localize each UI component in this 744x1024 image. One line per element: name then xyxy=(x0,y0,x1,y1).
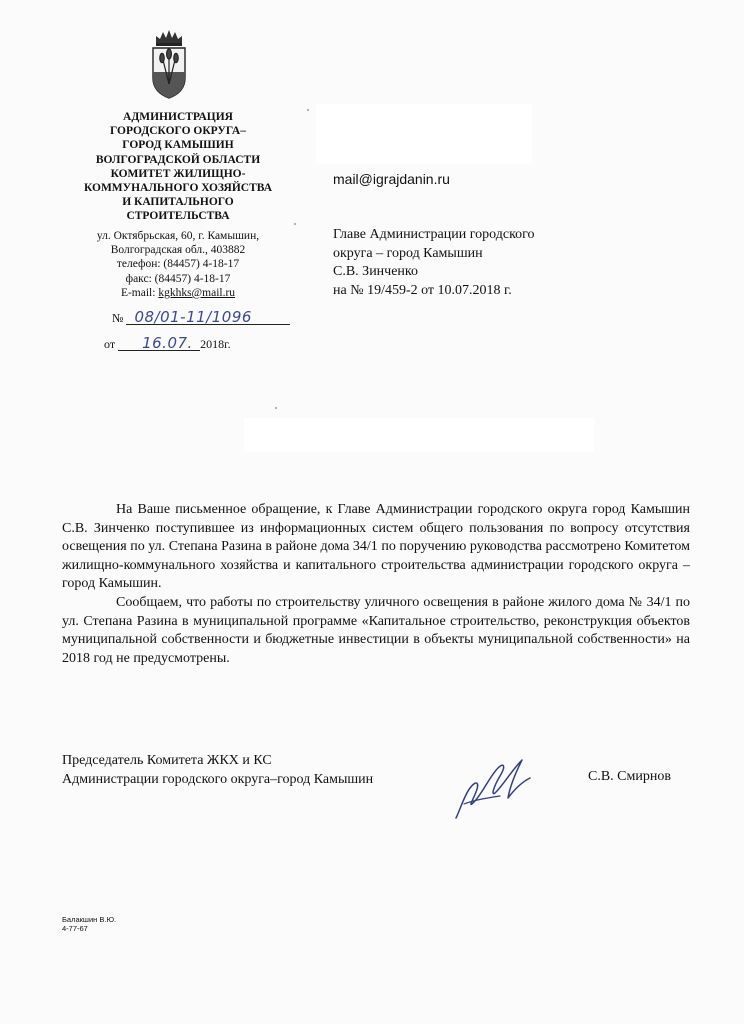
sender-address-line: Волгоградская обл., 403882 xyxy=(110,244,246,257)
signer-position-line: Администрации городского округа–город Камышин xyxy=(62,771,374,787)
scan-speck xyxy=(275,407,277,409)
sender-email-link[interactable]: kgkhks@mail.ru xyxy=(158,286,236,299)
recipient-block xyxy=(333,226,535,300)
recipient-line: Главе Администрации городского xyxy=(333,227,535,242)
sender-contacts xyxy=(62,229,294,300)
coat-of-arms-emblem xyxy=(148,28,190,100)
outgoing-date-handwritten: 16.07. xyxy=(118,336,200,351)
recipient-email[interactable]: mail@igrajdanin.ru xyxy=(333,171,450,187)
number-label: № xyxy=(112,311,124,325)
recipient-line: С.В. Зинченко xyxy=(333,264,419,279)
outgoing-number-row xyxy=(112,310,290,326)
org-line: ГОРОДСКОГО ОКРУГА– xyxy=(110,125,246,138)
signer-name: С.В. Смирнов xyxy=(588,769,671,784)
signer-position-line: Председатель Комитета ЖКХ и КС xyxy=(62,753,272,768)
date-suffix: 2018г. xyxy=(200,337,231,351)
scan-speck xyxy=(294,223,296,225)
outgoing-number-handwritten: 08/01-11/1096 xyxy=(126,310,290,325)
recipient-line: округа – город Камышин xyxy=(333,245,483,261)
body-paragraph: На Ваше письменное обращение, к Главе Администрации городского округа город Камышин С.В. Зинченко поступившее из информационных систем общего пользования по вопросу отсутствия освещения по ул. Степана Разина в районе дома 34/1 по поручению руководства рассмотрено Комитетом жилищно-коммунального хозяйства и капитального строительства администрации городского округа – город Камышин. xyxy=(62,502,690,592)
recipient-line: на № 19/459-2 от 10.07.2018 г. xyxy=(333,282,512,298)
executor-note xyxy=(62,915,116,933)
scan-speck xyxy=(307,109,309,111)
outgoing-date-row xyxy=(104,336,231,352)
org-line: КОМИТЕТ ЖИЛИЩНО- xyxy=(110,167,246,180)
executor-name: Балакшин В.Ю. xyxy=(62,915,117,924)
letter-body xyxy=(62,501,690,668)
sender-organization xyxy=(62,110,294,224)
redacted-block xyxy=(316,104,532,164)
org-line: ВОЛГОГРАДСКОЙ ОБЛАСТИ xyxy=(95,153,261,166)
executor-phone: 4-77-67 xyxy=(62,924,88,933)
org-line: ГОРОД КАМЫШИН xyxy=(122,139,234,152)
org-line: СТРОИТЕЛЬСТВА xyxy=(126,210,230,223)
signer-position xyxy=(62,752,373,789)
date-prefix: от xyxy=(104,337,116,351)
sender-address-line: ул. Октябрьская, 60, г. Камышин, xyxy=(96,230,260,242)
sender-email-row xyxy=(62,286,294,300)
body-paragraph: Сообщаем, что работы по строительству уличного освещения в районе жилого дома № 34/1 по ул. Степана Разина в муниципальной программе «Капитальное строительство, реконструкция объектов муниципальной собственности и бюджетные инвестиции в объекты муниципальной собственности» на 2018 год не предусмотрены. xyxy=(62,594,690,666)
org-line: И КАПИТАЛЬНОГО xyxy=(122,196,234,209)
redacted-block xyxy=(244,418,594,452)
org-line: АДМИНИСТРАЦИЯ xyxy=(123,111,233,123)
org-line: КОММУНАЛЬНОГО ХОЗЯЙСТВА xyxy=(83,182,273,195)
email-label: E-mail: xyxy=(120,286,159,299)
handwritten-signature xyxy=(450,752,536,824)
sender-fax: факс: (84457) 4-18-17 xyxy=(125,272,231,285)
sender-phone: телефон: (84457) 4-18-17 xyxy=(116,258,240,271)
